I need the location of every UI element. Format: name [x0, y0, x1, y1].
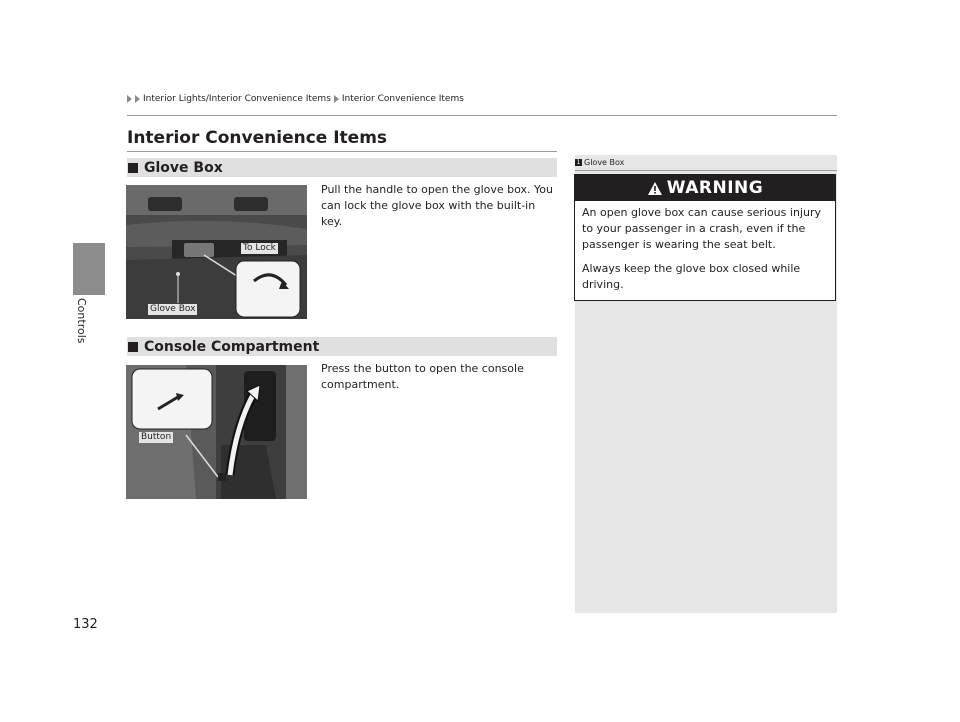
- breadcrumb-arrow-icon: [127, 95, 132, 103]
- chapter-label: Controls: [75, 298, 88, 344]
- breadcrumb-item[interactable]: Interior Convenience Items: [341, 94, 464, 104]
- side-note-divider: [575, 170, 837, 171]
- chapter-tab: [73, 243, 105, 295]
- glove-box-description: Pull the handle to open the glove box. You can lock the glove box with the built-in key.: [321, 183, 553, 228]
- warning-header: [575, 175, 835, 201]
- glove-box-label: Glove Box: [150, 304, 196, 314]
- bullet-square-icon: [128, 163, 138, 173]
- button-label: Button: [141, 432, 172, 442]
- warning-body: [582, 205, 830, 301]
- section-heading-console: [127, 337, 557, 356]
- warning-title: WARNING: [666, 178, 764, 198]
- side-note-title: Glove Box: [584, 158, 625, 167]
- console-description: Press the button to open the console compartment.: [321, 362, 524, 391]
- section-heading-text: Console Compartment: [144, 338, 320, 355]
- title-divider: [127, 151, 557, 152]
- side-note-reference: [575, 158, 624, 167]
- reference-marker-icon: 1: [576, 159, 581, 166]
- glove-box-illustration: [126, 185, 307, 319]
- bullet-square-icon: [128, 342, 138, 352]
- section-heading-text: Glove Box: [144, 159, 223, 176]
- warning-triangle-icon: [647, 181, 663, 196]
- page-number: 132: [73, 617, 98, 632]
- breadcrumb-arrow-icon: [135, 95, 140, 103]
- warning-paragraph: An open glove box can cause serious injury to your passenger in a crash, even if the passenger is wearing the seat belt.: [582, 206, 821, 251]
- breadcrumb-item[interactable]: Interior Lights/Interior Convenience Items: [143, 94, 331, 104]
- breadcrumb-arrow-icon: [334, 95, 339, 103]
- warning-paragraph: Always keep the glove box closed while driving.: [582, 262, 801, 291]
- page-title: Interior Convenience Items: [127, 128, 388, 148]
- warning-box: [574, 174, 836, 301]
- glove-box-image: [126, 185, 307, 319]
- to-lock-label: To Lock: [243, 243, 276, 253]
- section-heading-glove-box: [127, 158, 557, 177]
- breadcrumb: [127, 94, 464, 104]
- header-divider: [127, 115, 837, 116]
- console-illustration: [126, 365, 307, 499]
